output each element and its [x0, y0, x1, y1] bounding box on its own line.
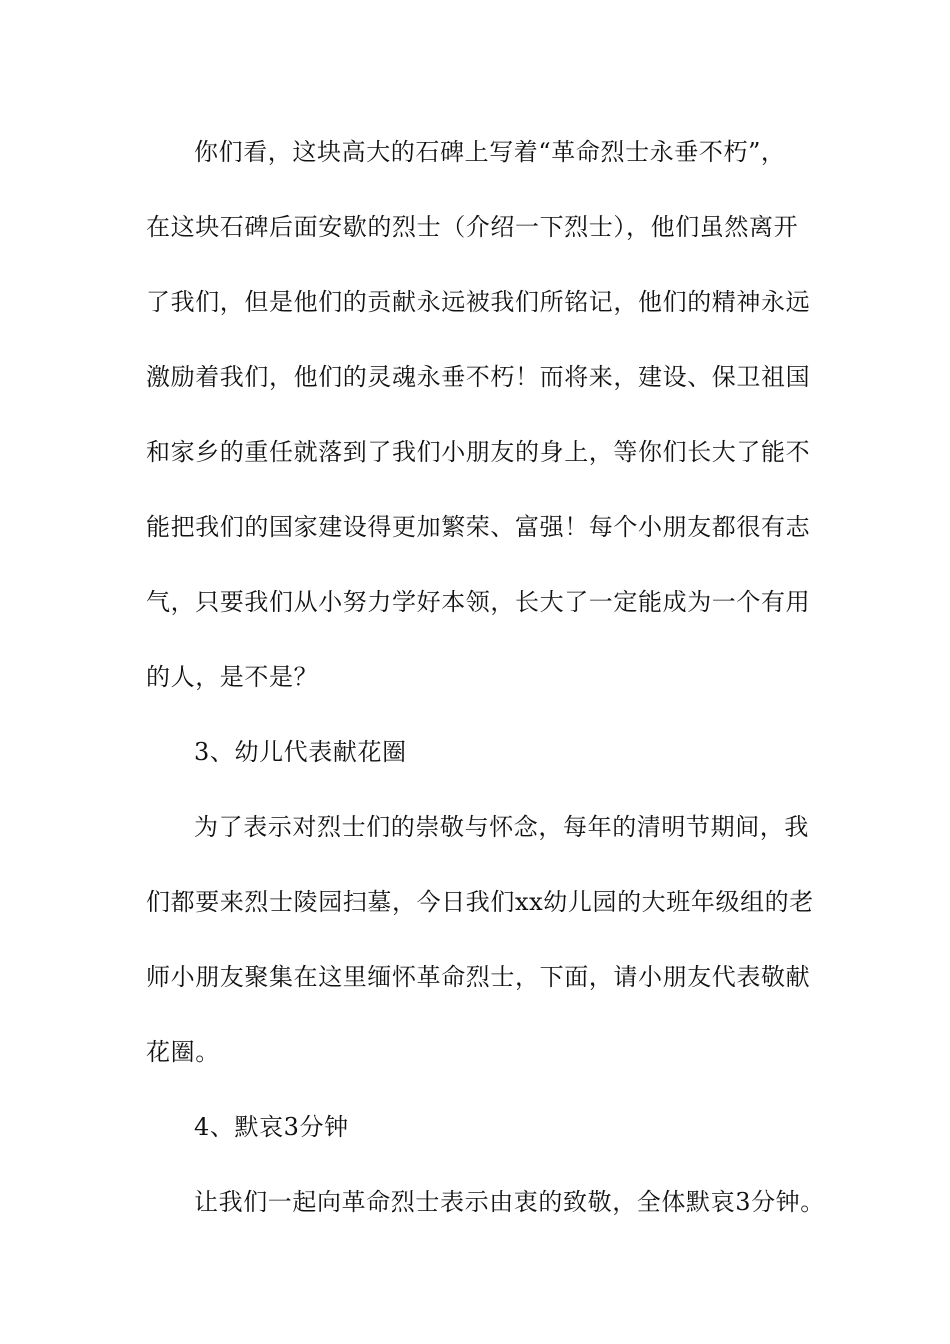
paragraph-line: 的人，是不是？ [146, 663, 319, 691]
paragraph-line: 花圈。 [146, 1038, 220, 1066]
section-heading-3: 3、幼儿代表献花圈 [194, 738, 407, 766]
paragraph-line: 气，只要我们从小努力学好本领，长大了一定能成为一个有用 [146, 588, 811, 616]
paragraph-line: 让我们一起向革命烈士表示由衷的致敬，全体默哀3分钟。 [194, 1188, 825, 1216]
paragraph-line: 和家乡的重任就落到了我们小朋友的身上，等你们长大了能不 [146, 438, 811, 466]
paragraph-line: 为了表示对烈士们的崇敬与怀念，每年的清明节期间，我 [194, 813, 809, 841]
paragraph-line: 激励着我们，他们的灵魂永垂不朽！而将来，建设、保卫祖国 [146, 363, 811, 391]
paragraph-line: 了我们，但是他们的贡献永远被我们所铭记，他们的精神永远 [146, 288, 811, 316]
paragraph-line: 师小朋友聚集在这里缅怀革命烈士，下面，请小朋友代表敬献 [146, 963, 811, 991]
paragraph-line: 你们看，这块高大的石碑上写着“革命烈士永垂不朽”， [194, 138, 786, 166]
paragraph-line: 能把我们的国家建设得更加繁荣、富强！每个小朋友都很有志 [146, 513, 811, 541]
paragraph-line: 在这块石碑后面安歇的烈士（介绍一下烈士），他们虽然离开 [146, 213, 799, 241]
paragraph-line: 们都要来烈士陵园扫墓，今日我们xx幼儿园的大班年级组的老 [146, 888, 814, 916]
section-heading-4: 4、默哀3分钟 [194, 1113, 349, 1141]
